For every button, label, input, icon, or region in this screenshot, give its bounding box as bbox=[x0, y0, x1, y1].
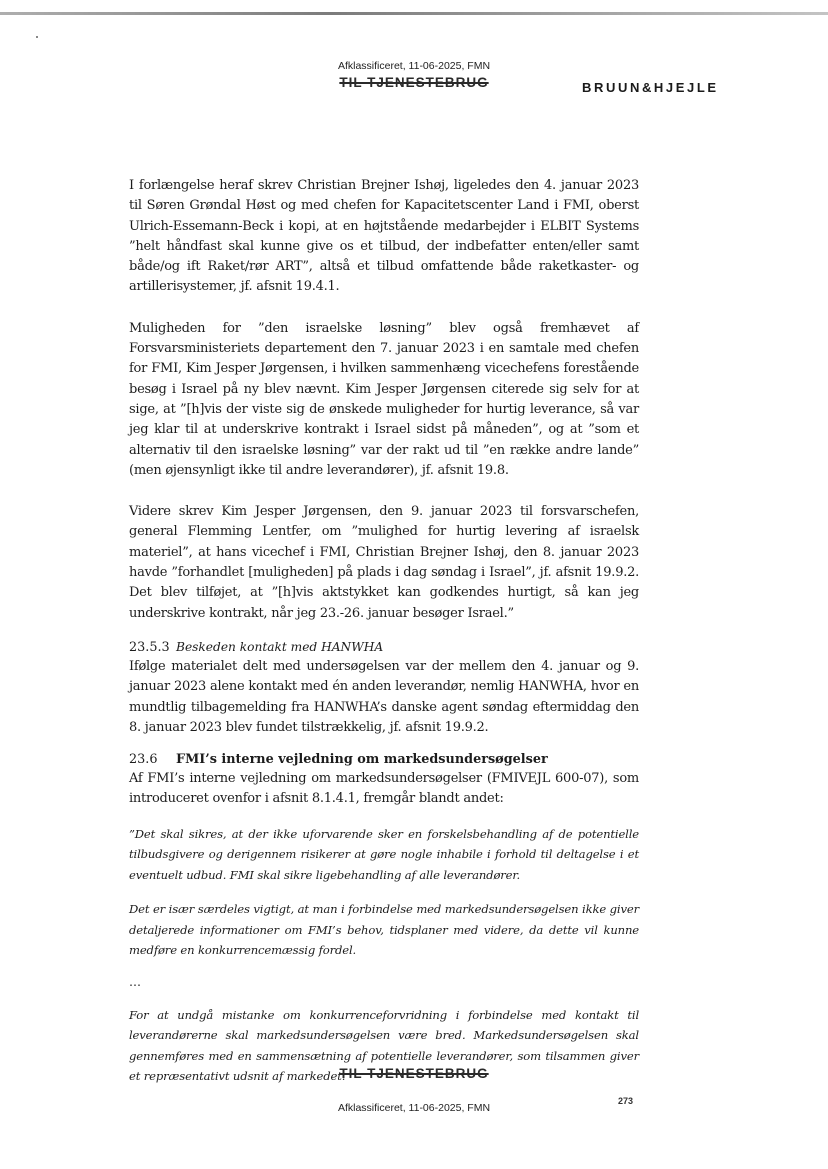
paragraph-ishoj-tilbud: I forlængelse heraf skrev Christian Brejner Ishøj, ligeledes den 4. januar 2023 til Søren Grøndal Høst og med chefen for Kapacitetscenter Land i FMI, oberst Ulrich-Essemann-Beck i kopi, at en højtstående medarbejder i ELBIT Systems ”helt håndfast skal kunne give os et tilbud, der indbefatter enten/eller samt både/og ift Raket/rør ART”, altså et tilbud omfattende både raketkaster- og artillerisystemer, jf. afsnit 19.4.1. bbox=[129, 178, 639, 295]
section-heading-23-6 bbox=[129, 752, 639, 767]
declassification-stamp-bottom: Afklassificeret, 11-06-2025, FMN bbox=[337, 1102, 491, 1114]
bruun-hjejle-logo: BRUUN&HJEJLE bbox=[582, 80, 719, 95]
quote-detaljerede-informationer: Det er især særdeles vigtigt, at man i forbindelse med markedsundersøgelsen ikke giver detaljerede informationer om FMI’s behov, tidsplaner med videre, da dette vil kunne medføre en konkurrencemæssig fordel. bbox=[129, 902, 639, 958]
section-title: Beskeden kontakt med HANWHA bbox=[176, 639, 384, 654]
paragraph-fmivejl: Af FMI’s interne vejledning om markedsundersøgelser (FMIVEJL 600-07), som introduceret ovenfor i afsnit 8.1.4.1, fremgår blandt andet: bbox=[129, 771, 639, 807]
section-number: 23.6 bbox=[129, 752, 158, 768]
section-heading-23-5-3 bbox=[129, 640, 639, 655]
page-number: 273 bbox=[618, 1096, 634, 1106]
quote-konkurrenceforvridning: For at undgå mistanke om konkurrenceforvridning i forbindelse med kontakt til leverandørerne skal markedsundersøgelsen være bred. Markedsundersøgelsen skal gennemføres med en sammensætning af potentielle leverandører, som tilsammen giver et repræsentativt udsnit af markedet. bbox=[129, 1007, 639, 1084]
paragraph-israelske-losning: Muligheden for ”den israelske løsning” blev også fremhævet af Forsvarsministeriets departement den 7. januar 2023 i en samtale med chefen for FMI, Kim Jesper Jørgensen, i hvilken sammenhæng vicechefens forestående besøg i Israel på ny blev nævnt. Kim Jesper Jørgensen citerede sig selv for at sige, at ”[h]vis der viste sig de ønskede muligheder for hurtig leverance, så var jeg klar til at underskrive kontrakt i Israel sidst på måneden”, og at ”som et alternativ til den israelske løsning” var der rakt ud til ”en række andre lande” (men øjensynligt ikke til andre leverandører), jf. afsnit 19.8. bbox=[129, 320, 639, 478]
classification-header: TIL TJENESTEBRUG bbox=[339, 75, 489, 90]
section-title: FMI’s interne vejledning om markedsundersøgelser bbox=[176, 752, 548, 768]
quote-ellipsis: … bbox=[129, 974, 141, 989]
paragraph-forsvarschefen: Videre skrev Kim Jesper Jørgensen, den 9. januar 2023 til forsvarschefen, general Flemming Lentfer, om ”mulighed for hurtig levering af israelsk materiel”, at hans vicechef i FMI, Christian Brejner Ishøj, den 8. januar 2023 havde ”forhandlet [muligheden] på plads i dag søndag i Israel”, jf. afsnit 19.9.2. Det blev tilføjet, at ”[h]vis aktstykket kan godkendes hurtigt, så kan jeg underskrive kontrakt, når jeg 23.-26. januar besøger Israel.” bbox=[129, 504, 639, 621]
quote-ligebehandling: ”Det skal sikres, at der ikke uforvarende sker en forskelsbehandling af de potentielle tilbudsgivere og derigennem risikerer at gøre nogle inhabile i forhold til deltagelse i et eventuelt udbud. FMI skal sikre ligebehandling af alle leverandører. bbox=[129, 826, 639, 882]
scan-edge-line bbox=[0, 12, 828, 15]
document-body bbox=[129, 176, 639, 1087]
classification-footer: TIL TJENESTEBRUG bbox=[339, 1066, 489, 1081]
paragraph-hanwha: Ifølge materialet delt med undersøgelsen var der mellem den 4. januar og 9. januar 2023 alene kontakt med én anden leverandør, nemlig HANWHA, hvor en mundtlig tilbagemelding fra HANWHA’s danske agent søndag eftermiddag den 8. januar 2023 blev fundet tilstrækkelig, jf. afsnit 19.9.2. bbox=[129, 658, 639, 735]
declassification-stamp-top: Afklassificeret, 11-06-2025, FMN bbox=[337, 60, 491, 72]
scan-speck bbox=[36, 36, 38, 38]
section-number: 23.5.3 bbox=[129, 639, 170, 655]
